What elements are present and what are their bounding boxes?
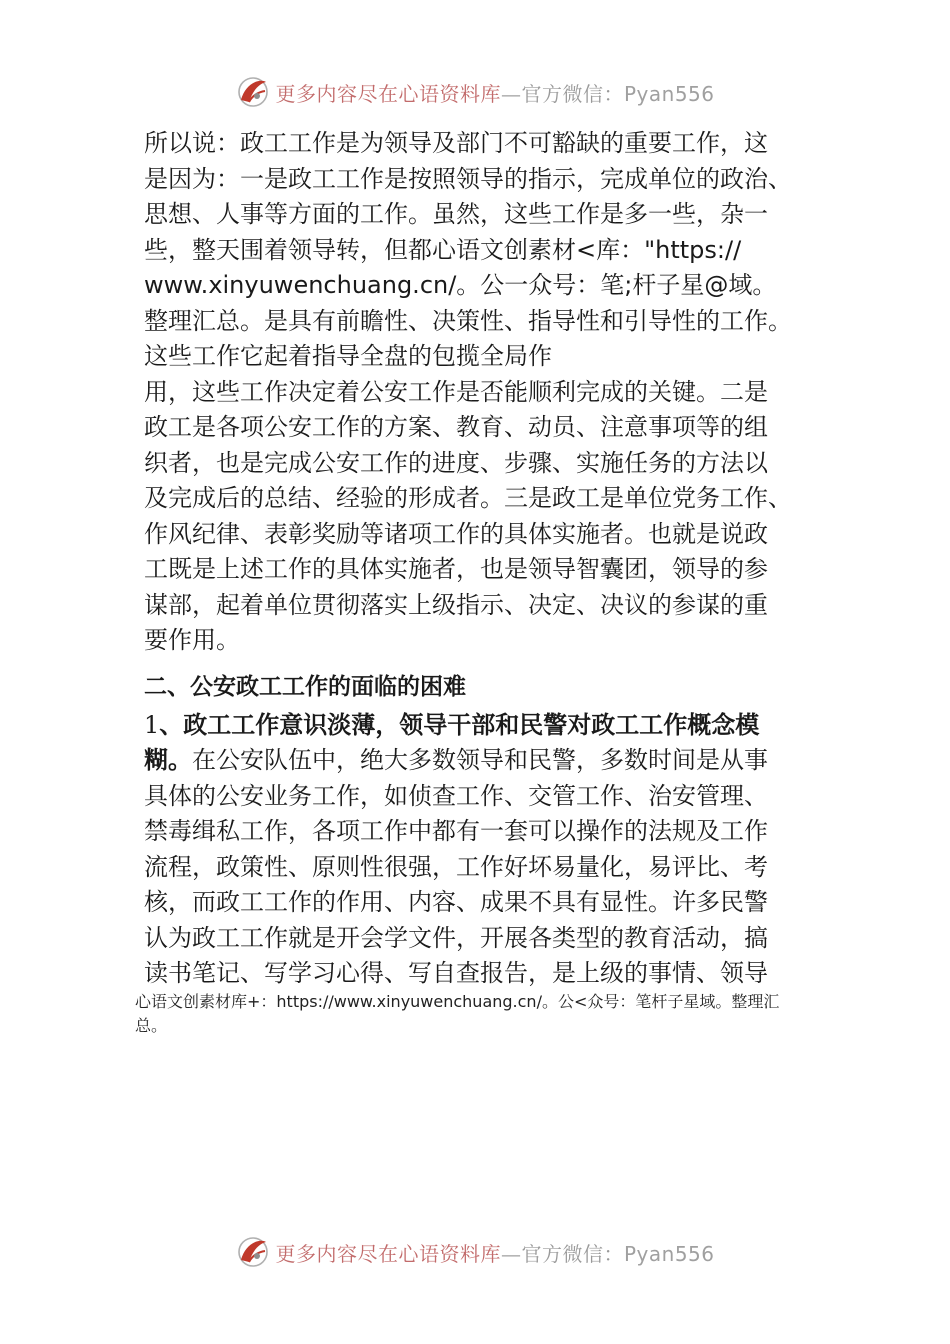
- text-line: www.xinyuwenchuang.cn/。公一众号：笔;杆子星@域。: [144, 271, 777, 299]
- text-line: 读书笔记、写学习心得、写自查报告，是上级的事情、领导: [144, 959, 768, 987]
- header-banner: [0, 72, 950, 112]
- banner-main-text: 更多内容尽在心语资料库: [275, 1241, 501, 1266]
- banner-wechat-label: 官方微信：: [521, 1241, 624, 1266]
- text-line: 用，这些工作决定着公安工作是否能顺利完成的关键。二是: [144, 377, 768, 406]
- text-line: 织者，也是完成公安工作的进度、步骤、实施任务的方法以: [144, 448, 768, 477]
- document-body: [144, 126, 824, 992]
- text-line: 核，而政工工作的作用、内容、成果不具有显性。许多民警: [144, 888, 768, 916]
- footer-banner: [0, 1232, 950, 1272]
- banner-wechat-id: Pyan556: [623, 1241, 715, 1266]
- item-1-title-end: 糊。: [144, 746, 192, 774]
- item-1-text: 在公安队伍中，绝大多数领导和民警，多数时间是从事: [192, 746, 768, 774]
- item-1-title: 、政工工作意识淡薄，领导干部和民警对政工工作概念模: [159, 710, 760, 739]
- banner-wechat-id: Pyan556: [623, 81, 715, 106]
- text-line: 工既是上述工作的具体实施者，也是领导智囊团，领导的参: [144, 555, 768, 583]
- text-line: 及完成后的总结、经验的形成者。三是政工是单位党务工作、: [144, 484, 792, 512]
- footer-note-line: 总。: [135, 1016, 168, 1035]
- text-line: [144, 743, 824, 779]
- banner-wechat-label: 官方微信：: [521, 81, 624, 106]
- text-line: 这些工作它起着指导全盘的包揽全局作: [144, 342, 552, 370]
- text-line: 流程，政策性、原则性很强，工作好坏易量化，易评比、考: [144, 852, 768, 881]
- text-line: 政工是各项公安工作的方案、教育、动员、注意事项等的组: [144, 413, 768, 441]
- xinyu-logo-icon: [235, 74, 271, 110]
- banner-dash: —: [500, 81, 522, 106]
- text-line: 作风纪律、表彰奖励等诸项工作的具体实施者。也就是说政: [144, 519, 768, 548]
- xinyu-logo-icon: [235, 1234, 271, 1270]
- item-1-title-line: [144, 708, 824, 744]
- footer-note-line: 心语文创素材库+：https://www.xinyuwenchuang.cn/。公<众号：笔杆子星域。整理汇: [135, 992, 780, 1011]
- section-2-body: [144, 708, 824, 992]
- text-line: 认为政工工作就是开会学文件，开展各类型的教育活动，搞: [144, 923, 768, 952]
- item-number: 1: [144, 710, 160, 739]
- text-line: 整理汇总。是具有前瞻性、决策性、指导性和引导性的工作。: [144, 306, 792, 335]
- banner-text: [275, 78, 714, 107]
- banner-main-text: 更多内容尽在心语资料库: [275, 81, 501, 106]
- text-line: 禁毒缉私工作，各项工作中都有一套可以操作的法规及工作: [144, 817, 768, 845]
- paragraph-1: [144, 126, 824, 659]
- text-line: 是因为：一是政工工作是按照领导的指示，完成单位的政治、: [144, 164, 792, 193]
- text-line: 些，整天围着领导转，但都心语文创素材<库："https://: [144, 235, 742, 264]
- text-line: 要作用。: [144, 626, 240, 654]
- text-line: 谋部，起着单位贯彻落实上级指示、决定、决议的参谋的重: [144, 590, 768, 619]
- text-line: 思想、人事等方面的工作。虽然，这些工作是多一些，杂一: [144, 200, 768, 228]
- banner-text: [275, 1238, 714, 1267]
- text-line: 所以说：政工工作是为领导及部门不可豁缺的重要工作，这: [144, 129, 768, 157]
- footer-note: [135, 990, 835, 1038]
- banner-dash: —: [500, 1241, 522, 1266]
- text-line: 具体的公安业务工作，如侦查工作、交管工作、治安管理、: [144, 781, 768, 810]
- section-heading: 二、公安政工工作的面临的困难: [144, 673, 466, 700]
